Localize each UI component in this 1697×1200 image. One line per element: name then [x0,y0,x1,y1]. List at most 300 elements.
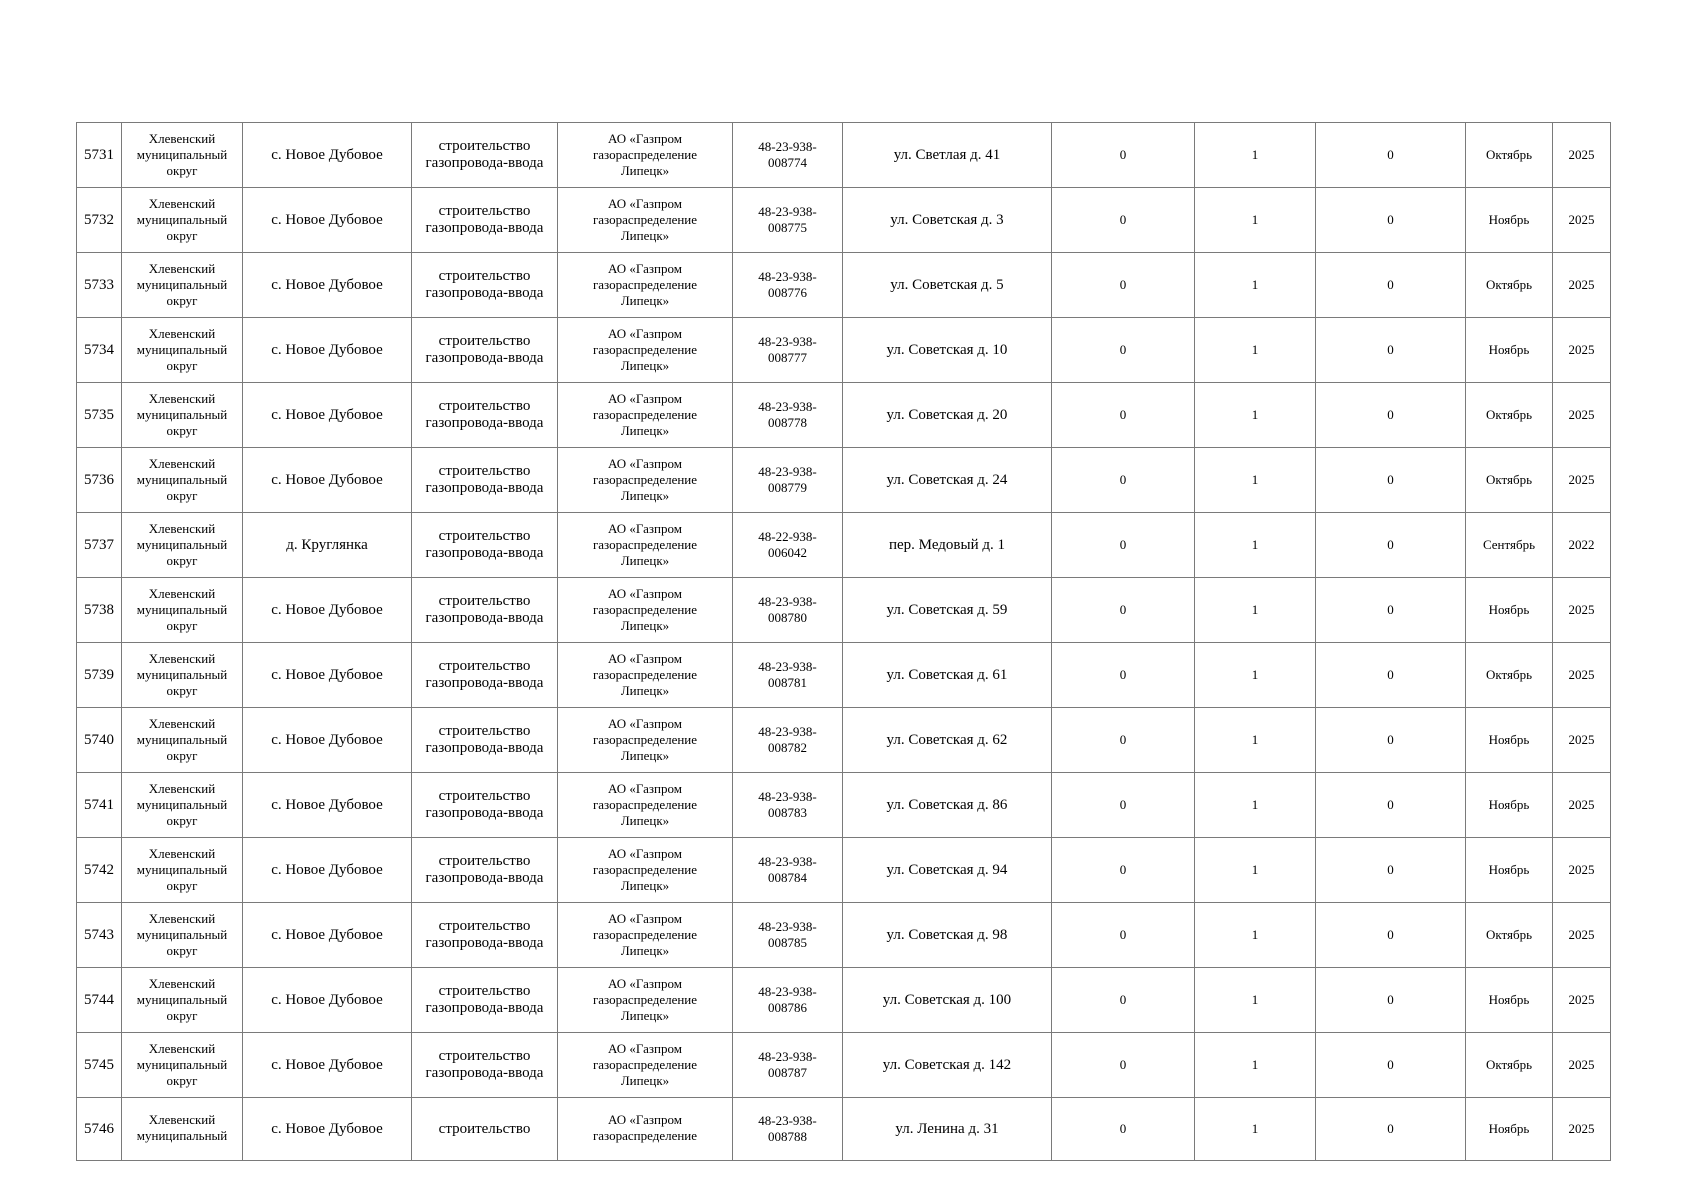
cell-row-number: 5733 [77,253,122,318]
cell-organization [558,513,733,578]
cell-organization [558,838,733,903]
cell-value-2: 1 [1195,123,1316,188]
cell-district-line: округ [166,228,198,243]
table-body [77,123,1611,1161]
cell-value-3: 0 [1316,188,1466,253]
cell-work-type-line: газопровода-ввода [425,1000,544,1016]
cell-district-line: округ [166,358,198,373]
cell-row-number: 5736 [77,448,122,513]
cell-address: ул. Советская д. 59 [843,578,1052,643]
cell-district-line: округ [166,1008,198,1023]
cell-organization [558,643,733,708]
cell-row-number: 5743 [77,903,122,968]
cell-work-type [412,188,558,253]
cell-organization-line: газораспределение [592,927,698,942]
cell-work-type-line: газопровода-ввода [425,1065,544,1081]
cell-organization [558,773,733,838]
cell-year: 2025 [1553,318,1611,383]
cell-value-2: 1 [1195,448,1316,513]
cell-district-line: Хлевенский [148,1041,216,1056]
cell-district [122,383,243,448]
cell-organization-line: газораспределение [592,992,698,1007]
cell-object-code [733,708,843,773]
cell-work-type-line: строительство [438,268,531,284]
cell-organization-line: газораспределение [592,537,698,552]
cell-value-2: 1 [1195,383,1316,448]
cell-object-code-line: 008788 [768,1129,807,1144]
cell-organization [558,708,733,773]
cell-row-number: 5734 [77,318,122,383]
cell-value-1: 0 [1052,968,1195,1033]
cell-month: Ноябрь [1466,318,1553,383]
cell-district-line: округ [166,293,198,308]
cell-work-type [412,643,558,708]
cell-object-code-line: 008783 [768,805,807,820]
cell-organization-line: АО «Газпром [608,716,682,731]
cell-organization [558,1033,733,1098]
table-row [77,383,1611,448]
cell-address: ул. Советская д. 5 [843,253,1052,318]
cell-work-type [412,903,558,968]
cell-work-type-line: газопровода-ввода [425,935,544,951]
cell-district-line: муниципальный [136,537,228,552]
cell-district-line: округ [166,878,198,893]
cell-settlement: с. Новое Дубовое [243,968,412,1033]
cell-object-code [733,188,843,253]
cell-organization-line: Липецк» [620,813,670,828]
cell-settlement: с. Новое Дубовое [243,643,412,708]
cell-organization-line: газораспределение [592,407,698,422]
cell-district-line: Хлевенский [148,261,216,276]
cell-district-line: муниципальный [136,927,228,942]
cell-value-2: 1 [1195,968,1316,1033]
cell-value-1: 0 [1052,578,1195,643]
cell-district-line: Хлевенский [148,651,216,666]
cell-value-1: 0 [1052,513,1195,578]
cell-district-line: муниципальный [136,862,228,877]
cell-row-number: 5732 [77,188,122,253]
cell-address: ул. Ленина д. 31 [843,1098,1052,1161]
cell-month: Октябрь [1466,643,1553,708]
cell-object-code-line: 48-22-938- [758,529,817,544]
cell-organization-line: газораспределение [592,602,698,617]
cell-object-code-line: 48-23-938- [758,659,817,674]
cell-month: Ноябрь [1466,968,1553,1033]
cell-work-type-line: строительство [438,333,531,349]
cell-row-number: 5745 [77,1033,122,1098]
cell-address: пер. Медовый д. 1 [843,513,1052,578]
cell-value-3: 0 [1316,968,1466,1033]
cell-value-1: 0 [1052,448,1195,513]
cell-month: Октябрь [1466,123,1553,188]
cell-work-type [412,513,558,578]
cell-object-code [733,773,843,838]
cell-object-code [733,643,843,708]
cell-organization-line: газораспределение [592,277,698,292]
cell-month: Ноябрь [1466,838,1553,903]
cell-settlement: с. Новое Дубовое [243,253,412,318]
cell-settlement: с. Новое Дубовое [243,838,412,903]
cell-organization-line: АО «Газпром [608,976,682,991]
cell-year: 2025 [1553,1033,1611,1098]
cell-work-type [412,708,558,773]
cell-address: ул. Советская д. 20 [843,383,1052,448]
cell-district-line: округ [166,423,198,438]
cell-settlement: с. Новое Дубовое [243,188,412,253]
cell-work-type [412,1033,558,1098]
cell-value-1: 0 [1052,708,1195,773]
cell-work-type-line: строительство [438,593,531,609]
cell-district-line: Хлевенский [148,391,216,406]
cell-work-type [412,253,558,318]
cell-year: 2022 [1553,513,1611,578]
cell-organization-line: АО «Газпром [608,911,682,926]
cell-organization-line: Липецк» [620,228,670,243]
cell-row-number: 5744 [77,968,122,1033]
cell-organization-line: газораспределение [592,1057,698,1072]
table-row [77,513,1611,578]
cell-value-1: 0 [1052,1033,1195,1098]
cell-district-line: Хлевенский [148,586,216,601]
cell-organization-line: Липецк» [620,163,670,178]
cell-object-code-line: 008775 [768,220,807,235]
cell-organization-line: Липецк» [620,683,670,698]
cell-work-type-line: газопровода-ввода [425,675,544,691]
cell-district [122,1098,243,1161]
cell-year: 2025 [1553,708,1611,773]
cell-object-code-line: 48-23-938- [758,594,817,609]
cell-object-code [733,968,843,1033]
cell-month: Ноябрь [1466,1098,1553,1161]
cell-row-number: 5741 [77,773,122,838]
cell-address: ул. Советская д. 62 [843,708,1052,773]
cell-district-line: Хлевенский [148,131,216,146]
cell-value-3: 0 [1316,253,1466,318]
cell-object-code [733,513,843,578]
cell-address: ул. Советская д. 94 [843,838,1052,903]
cell-district [122,903,243,968]
cell-district-line: муниципальный [136,342,228,357]
cell-organization-line: Липецк» [620,423,670,438]
cell-settlement: с. Новое Дубовое [243,773,412,838]
cell-address: ул. Советская д. 142 [843,1033,1052,1098]
cell-settlement: с. Новое Дубовое [243,383,412,448]
cell-organization [558,253,733,318]
cell-organization-line: АО «Газпром [608,326,682,341]
cell-district-line: округ [166,163,198,178]
table-row [77,188,1611,253]
cell-work-type-line: строительство [438,658,531,674]
cell-object-code-line: 008781 [768,675,807,690]
cell-value-2: 1 [1195,513,1316,578]
cell-value-1: 0 [1052,383,1195,448]
cell-value-1: 0 [1052,318,1195,383]
cell-row-number: 5738 [77,578,122,643]
cell-work-type-line: строительство [438,918,531,934]
cell-work-type-line: строительство [438,528,531,544]
cell-district-line: Хлевенский [148,911,216,926]
cell-value-2: 1 [1195,1098,1316,1161]
cell-work-type [412,773,558,838]
cell-value-1: 0 [1052,773,1195,838]
cell-value-2: 1 [1195,1033,1316,1098]
cell-object-code-line: 48-23-938- [758,919,817,934]
cell-value-1: 0 [1052,188,1195,253]
cell-organization [558,188,733,253]
cell-organization-line: АО «Газпром [608,1112,682,1127]
cell-district [122,643,243,708]
cell-organization [558,903,733,968]
cell-year: 2025 [1553,253,1611,318]
cell-value-2: 1 [1195,773,1316,838]
cell-row-number: 5739 [77,643,122,708]
cell-value-1: 0 [1052,253,1195,318]
table-row [77,123,1611,188]
cell-value-1: 0 [1052,123,1195,188]
cell-district [122,123,243,188]
cell-object-code [733,318,843,383]
cell-month: Октябрь [1466,253,1553,318]
cell-value-2: 1 [1195,318,1316,383]
cell-district-line: округ [166,488,198,503]
cell-object-code-line: 48-23-938- [758,204,817,219]
cell-address: ул. Советская д. 98 [843,903,1052,968]
cell-organization [558,123,733,188]
cell-district [122,448,243,513]
cell-work-type-line: строительство [438,723,531,739]
cell-object-code-line: 008785 [768,935,807,950]
table-row [77,448,1611,513]
cell-year: 2025 [1553,448,1611,513]
cell-district-line: Хлевенский [148,1112,216,1127]
cell-work-type-line: газопровода-ввода [425,545,544,561]
cell-district-line: Хлевенский [148,456,216,471]
cell-value-2: 1 [1195,253,1316,318]
cell-work-type-line: газопровода-ввода [425,220,544,236]
cell-object-code-line: 008780 [768,610,807,625]
cell-object-code-line: 008786 [768,1000,807,1015]
cell-row-number: 5742 [77,838,122,903]
cell-district-line: муниципальный [136,472,228,487]
cell-object-code-line: 48-23-938- [758,789,817,804]
cell-object-code [733,1098,843,1161]
cell-district-line: муниципальный [136,992,228,1007]
cell-value-3: 0 [1316,1098,1466,1161]
data-table [76,122,1611,1161]
cell-value-2: 1 [1195,708,1316,773]
cell-work-type-line: газопровода-ввода [425,610,544,626]
cell-year: 2025 [1553,643,1611,708]
cell-value-3: 0 [1316,1033,1466,1098]
cell-value-3: 0 [1316,383,1466,448]
cell-district-line: округ [166,1073,198,1088]
cell-work-type-line: строительство [438,788,531,804]
cell-settlement: с. Новое Дубовое [243,1098,412,1161]
cell-object-code-line: 48-23-938- [758,334,817,349]
cell-organization-line: Липецк» [620,1073,670,1088]
cell-work-type [412,838,558,903]
cell-organization [558,1098,733,1161]
cell-organization-line: Липецк» [620,293,670,308]
cell-address: ул. Советская д. 10 [843,318,1052,383]
cell-row-number: 5746 [77,1098,122,1161]
cell-object-code-line: 48-23-938- [758,269,817,284]
cell-work-type-line: строительство [438,1048,531,1064]
cell-district [122,708,243,773]
cell-organization-line: АО «Газпром [608,456,682,471]
cell-district-line: муниципальный [136,602,228,617]
cell-month: Октябрь [1466,903,1553,968]
cell-object-code-line: 008776 [768,285,807,300]
cell-month: Октябрь [1466,1033,1553,1098]
cell-value-3: 0 [1316,773,1466,838]
cell-value-3: 0 [1316,448,1466,513]
cell-month: Октябрь [1466,383,1553,448]
cell-organization [558,383,733,448]
cell-organization-line: газораспределение [592,667,698,682]
cell-object-code-line: 48-23-938- [758,1113,817,1128]
table-row [77,578,1611,643]
cell-settlement: с. Новое Дубовое [243,1033,412,1098]
cell-district-line: муниципальный [136,797,228,812]
cell-work-type [412,123,558,188]
cell-work-type-line: строительство [438,203,531,219]
cell-object-code-line: 48-23-938- [758,724,817,739]
cell-district-line: Хлевенский [148,326,216,341]
cell-organization-line: АО «Газпром [608,586,682,601]
cell-object-code [733,903,843,968]
cell-value-2: 1 [1195,903,1316,968]
cell-organization-line: газораспределение [592,862,698,877]
cell-object-code [733,383,843,448]
cell-work-type [412,448,558,513]
cell-object-code-line: 008777 [768,350,807,365]
cell-organization-line: АО «Газпром [608,131,682,146]
cell-organization [558,968,733,1033]
table-row [77,773,1611,838]
cell-district-line: округ [166,943,198,958]
cell-address: ул. Советская д. 100 [843,968,1052,1033]
table-row [77,708,1611,773]
cell-work-type [412,318,558,383]
cell-object-code [733,253,843,318]
cell-value-3: 0 [1316,903,1466,968]
cell-district-line: муниципальный [136,147,228,162]
cell-work-type-line: строительство [438,983,531,999]
cell-object-code-line: 48-23-938- [758,139,817,154]
cell-value-3: 0 [1316,578,1466,643]
cell-district-line: муниципальный [136,732,228,747]
cell-settlement: с. Новое Дубовое [243,903,412,968]
cell-address: ул. Советская д. 86 [843,773,1052,838]
cell-district [122,1033,243,1098]
table-row [77,1033,1611,1098]
cell-work-type-line: газопровода-ввода [425,805,544,821]
cell-district-line: округ [166,813,198,828]
cell-object-code [733,578,843,643]
cell-organization-line: АО «Газпром [608,846,682,861]
cell-district [122,968,243,1033]
cell-object-code-line: 008779 [768,480,807,495]
cell-work-type-line: газопровода-ввода [425,870,544,886]
cell-organization-line: АО «Газпром [608,781,682,796]
cell-year: 2025 [1553,188,1611,253]
cell-organization [558,578,733,643]
table-row [77,838,1611,903]
cell-work-type-line: строительство [438,463,531,479]
cell-object-code-line: 008787 [768,1065,807,1080]
cell-row-number: 5735 [77,383,122,448]
cell-district-line: муниципальный [136,407,228,422]
cell-object-code-line: 008784 [768,870,807,885]
cell-work-type-line: газопровода-ввода [425,480,544,496]
cell-month: Ноябрь [1466,578,1553,643]
cell-year: 2025 [1553,383,1611,448]
cell-district-line: округ [166,553,198,568]
cell-address: ул. Советская д. 3 [843,188,1052,253]
cell-district-line: Хлевенский [148,196,216,211]
cell-district-line: Хлевенский [148,781,216,796]
cell-district [122,188,243,253]
cell-organization-line: АО «Газпром [608,651,682,666]
cell-value-2: 1 [1195,838,1316,903]
cell-row-number: 5737 [77,513,122,578]
cell-work-type-line: газопровода-ввода [425,740,544,756]
cell-value-3: 0 [1316,123,1466,188]
cell-organization-line: Липецк» [620,358,670,373]
cell-value-1: 0 [1052,903,1195,968]
cell-object-code-line: 48-23-938- [758,464,817,479]
cell-district-line: Хлевенский [148,521,216,536]
cell-object-code [733,123,843,188]
cell-value-1: 0 [1052,838,1195,903]
table-row [77,643,1611,708]
cell-work-type-line: строительство [438,853,531,869]
cell-object-code-line: 008778 [768,415,807,430]
cell-work-type [412,968,558,1033]
cell-organization-line: газораспределение [592,1128,698,1143]
cell-organization-line: газораспределение [592,472,698,487]
cell-work-type [412,383,558,448]
cell-organization-line: АО «Газпром [608,1041,682,1056]
cell-district-line: муниципальный [136,1057,228,1072]
cell-settlement: д. Круглянка [243,513,412,578]
cell-address: ул. Советская д. 24 [843,448,1052,513]
cell-organization-line: газораспределение [592,797,698,812]
cell-organization-line: газораспределение [592,732,698,747]
cell-organization-line: Липецк» [620,553,670,568]
cell-organization-line: Липецк» [620,748,670,763]
cell-object-code-line: 48-23-938- [758,984,817,999]
cell-value-2: 1 [1195,643,1316,708]
cell-row-number: 5731 [77,123,122,188]
cell-work-type [412,1098,558,1161]
cell-year: 2025 [1553,968,1611,1033]
cell-district-line: муниципальный [136,277,228,292]
cell-settlement: с. Новое Дубовое [243,578,412,643]
cell-value-2: 1 [1195,578,1316,643]
cell-row-number: 5740 [77,708,122,773]
cell-year: 2025 [1553,123,1611,188]
table-row [77,1098,1611,1161]
cell-settlement: с. Новое Дубовое [243,708,412,773]
cell-address: ул. Светлая д. 41 [843,123,1052,188]
cell-settlement: с. Новое Дубовое [243,448,412,513]
cell-organization-line: АО «Газпром [608,261,682,276]
cell-district [122,253,243,318]
cell-work-type-line: газопровода-ввода [425,350,544,366]
cell-value-3: 0 [1316,318,1466,383]
